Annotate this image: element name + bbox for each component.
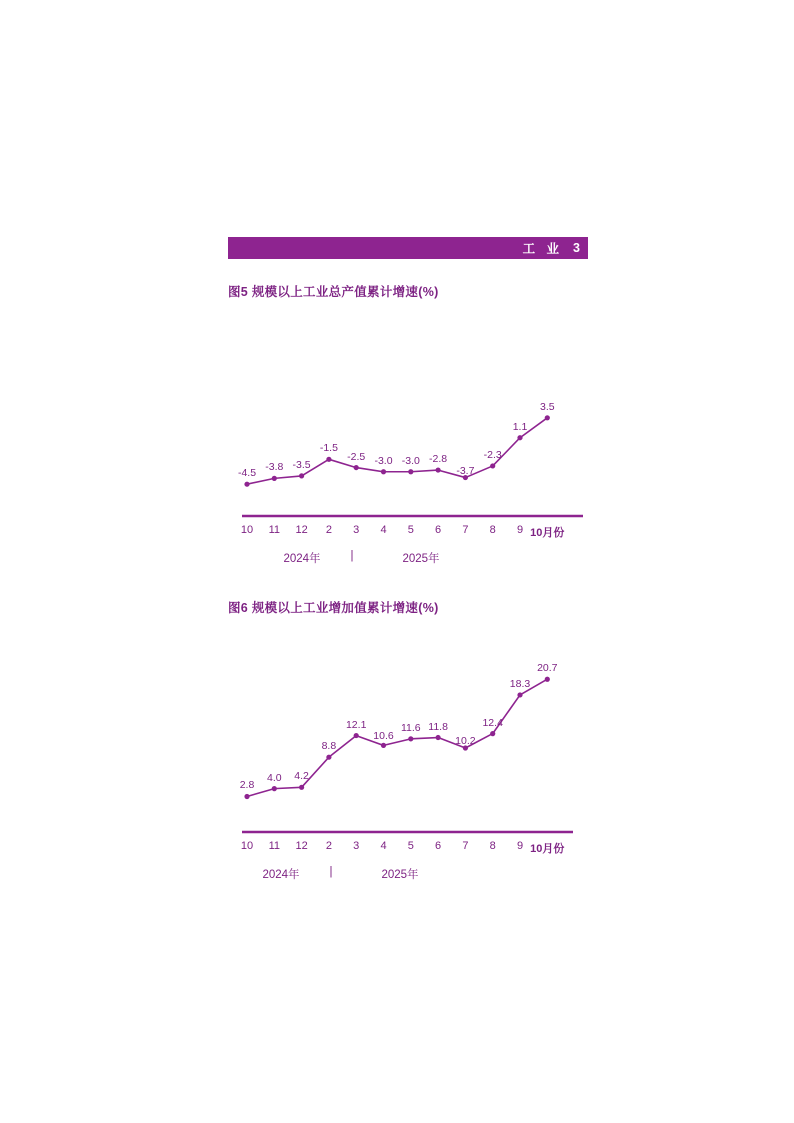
data-point (354, 733, 359, 738)
data-label: -2.5 (347, 450, 366, 463)
series-line (247, 418, 547, 484)
data-point (299, 473, 304, 478)
data-point (244, 482, 249, 487)
data-point (299, 785, 304, 790)
section-header-bar (228, 237, 588, 259)
data-point (545, 677, 550, 682)
data-label: 8.8 (321, 740, 337, 753)
figure-6-title: 图6 规模以上工业增加值累计增速(%) (228, 601, 439, 615)
x-tick-label: 3 (353, 840, 360, 852)
data-point (272, 476, 277, 481)
data-label: 1.1 (512, 420, 528, 433)
data-point (354, 465, 359, 470)
x-tick-label: 3 (353, 524, 360, 536)
data-label: 18.3 (509, 677, 531, 690)
data-label: 4.0 (266, 771, 282, 784)
x-tick-label: 12 (295, 840, 308, 852)
data-point (517, 692, 522, 697)
x-tick-label: 9 (516, 840, 524, 852)
data-point (272, 786, 277, 791)
figure-6-year-left: 2024年 (262, 869, 300, 881)
x-tick-label: 12 (295, 524, 308, 536)
data-point (490, 731, 495, 736)
data-label: -1.5 (319, 442, 338, 455)
data-point (381, 743, 386, 748)
x-tick-label: 4 (380, 524, 387, 536)
figure-5-year-right: 2025年 (402, 553, 440, 565)
x-tick-label: 10月份 (530, 843, 565, 855)
x-tick-label: 8 (489, 840, 496, 852)
figure-5-plot (228, 304, 588, 565)
data-label: 11.6 (400, 721, 421, 734)
series-line (247, 679, 547, 796)
x-tick-label: 11 (268, 840, 281, 852)
x-tick-label: 2 (325, 524, 332, 536)
page-number: 3 (573, 241, 580, 255)
data-label: 4.2 (294, 770, 309, 783)
x-tick-label: 10 (240, 840, 254, 852)
data-label: 10.6 (373, 730, 394, 743)
data-point (326, 457, 331, 462)
x-tick-label: 5 (407, 840, 414, 852)
figure-6 (228, 598, 588, 898)
x-tick-label: 9 (516, 524, 524, 536)
data-point (517, 435, 522, 440)
data-label: -3.0 (374, 454, 393, 467)
figure-5-year-separator: | (350, 550, 354, 562)
x-tick-label: 2 (325, 840, 332, 852)
figure-5-line-chart (228, 304, 588, 519)
figure-5 (228, 282, 588, 572)
data-label: 10.2 (455, 735, 476, 747)
data-point (436, 467, 441, 472)
data-label: -3.0 (401, 454, 420, 467)
data-label: -2.8 (429, 453, 448, 466)
x-tick-label: 6 (435, 524, 442, 536)
x-tick-label: 11 (268, 524, 281, 536)
x-tick-label: 4 (380, 840, 387, 852)
x-tick-label: 5 (407, 524, 414, 536)
figure-6-year-right: 2025年 (381, 869, 419, 881)
data-point (408, 736, 413, 741)
x-tick-label: 6 (435, 840, 442, 852)
x-tick-label: 8 (489, 524, 496, 536)
data-point (490, 463, 495, 468)
figure-6-year-separator: | (329, 866, 333, 878)
data-label: -4.5 (237, 467, 257, 480)
x-tick-label: 7 (462, 840, 469, 852)
data-label: -2.3 (483, 448, 502, 461)
data-point (244, 794, 249, 799)
data-label: 12.4 (482, 716, 503, 729)
data-label: -3.7 (456, 464, 475, 477)
data-label: 3.5 (539, 400, 555, 413)
figure-5-year-annotations (228, 550, 588, 566)
section-title: 工 业 (522, 242, 564, 256)
data-label: -3.8 (265, 461, 284, 474)
data-label: -3.5 (292, 458, 311, 471)
x-tick-label: 7 (462, 524, 469, 536)
data-point (408, 469, 413, 474)
x-tick-label: 10月份 (530, 527, 565, 539)
figure-6-year-annotations (228, 866, 588, 882)
figure-5-year-left: 2024年 (283, 553, 321, 565)
figure-6-plot (228, 620, 588, 881)
figure-5-title: 图5 规模以上工业总产值累计增速(%) (228, 285, 439, 299)
data-point (436, 735, 441, 740)
data-label: 20.7 (537, 662, 558, 675)
data-label: 12.1 (345, 718, 367, 731)
data-label: 11.8 (428, 720, 448, 733)
x-tick-label: 10 (240, 524, 254, 536)
data-point (326, 755, 331, 760)
data-point (381, 469, 386, 474)
data-label: 2.8 (239, 779, 255, 792)
data-point (545, 415, 550, 420)
